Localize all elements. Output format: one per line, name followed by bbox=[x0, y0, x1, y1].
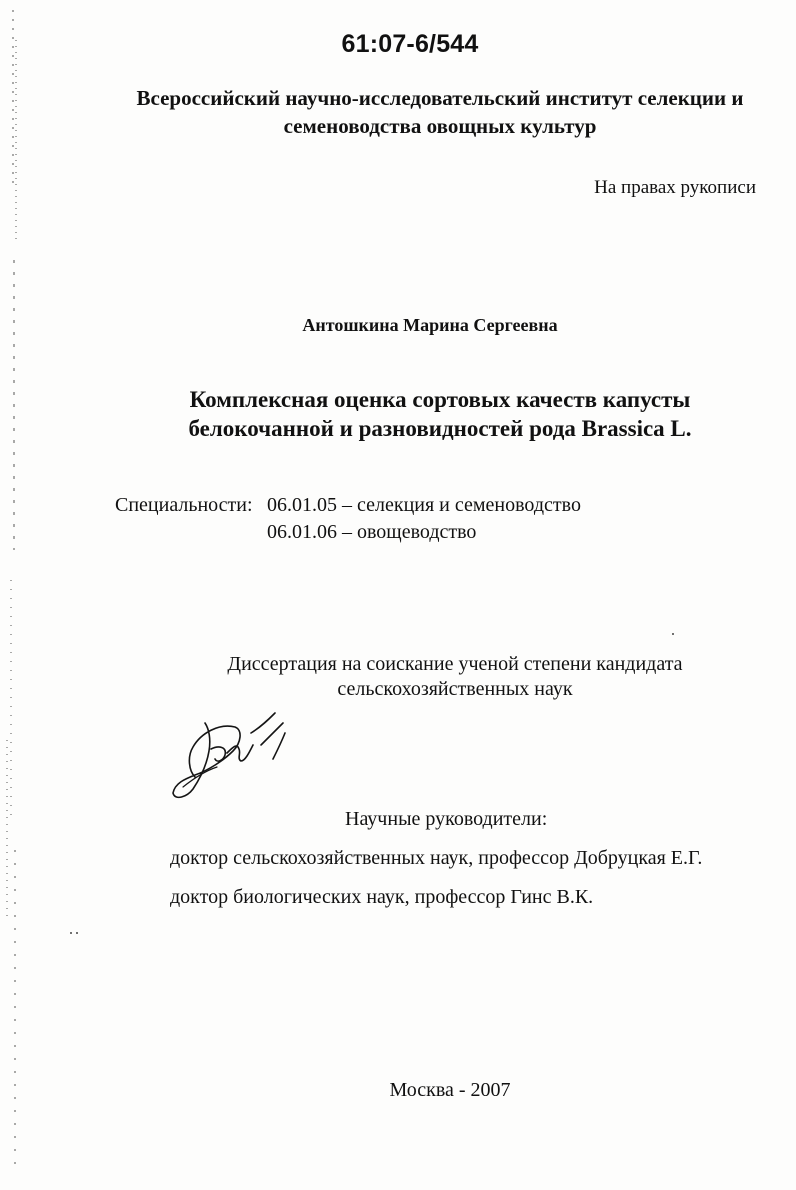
specialties-label: Специальности: bbox=[115, 494, 253, 516]
specialty-item: 06.01.05 – селекция и семеноводство bbox=[267, 494, 581, 516]
institute-line-2: семеноводства овощных культур bbox=[283, 114, 597, 138]
title-line-2: белокочанной и разновидностей рода Brassica L. bbox=[188, 416, 692, 441]
specialty-item: 06.01.06 – овощеводство bbox=[267, 521, 477, 543]
scan-speck bbox=[70, 932, 72, 934]
title-line-1: Комплексная оценка сортовых качеств капусты bbox=[189, 387, 691, 412]
scan-speck bbox=[76, 932, 78, 934]
manuscript-rights: На правах рукописи bbox=[594, 177, 756, 198]
handwritten-signature bbox=[165, 705, 300, 805]
degree-line-1: Диссертация на соискание ученой степени кандидата bbox=[227, 653, 683, 675]
institute-line-1: Всероссийский научно-исследовательский институт селекции и bbox=[136, 86, 744, 110]
advisors-heading: Научные руководители: bbox=[345, 808, 548, 830]
scan-speck bbox=[672, 633, 674, 635]
advisor-line: доктор сельскохозяйственных наук, профессор Добруцкая Е.Г. bbox=[170, 847, 703, 869]
advisor-line: доктор биологических наук, профессор Гинс В.К. bbox=[170, 886, 594, 908]
city-year: Москва - 2007 bbox=[389, 1079, 511, 1101]
degree-statement bbox=[155, 652, 755, 702]
scan-edge-noise bbox=[0, 0, 28, 1190]
author-name: Антошкина Марина Сергеевна bbox=[302, 315, 558, 335]
dissertation-title bbox=[95, 385, 785, 443]
degree-line-2: сельскохозяйственных наук bbox=[337, 678, 573, 700]
institute-name bbox=[95, 84, 785, 140]
catalog-number: 61:07-6/544 bbox=[341, 30, 479, 58]
